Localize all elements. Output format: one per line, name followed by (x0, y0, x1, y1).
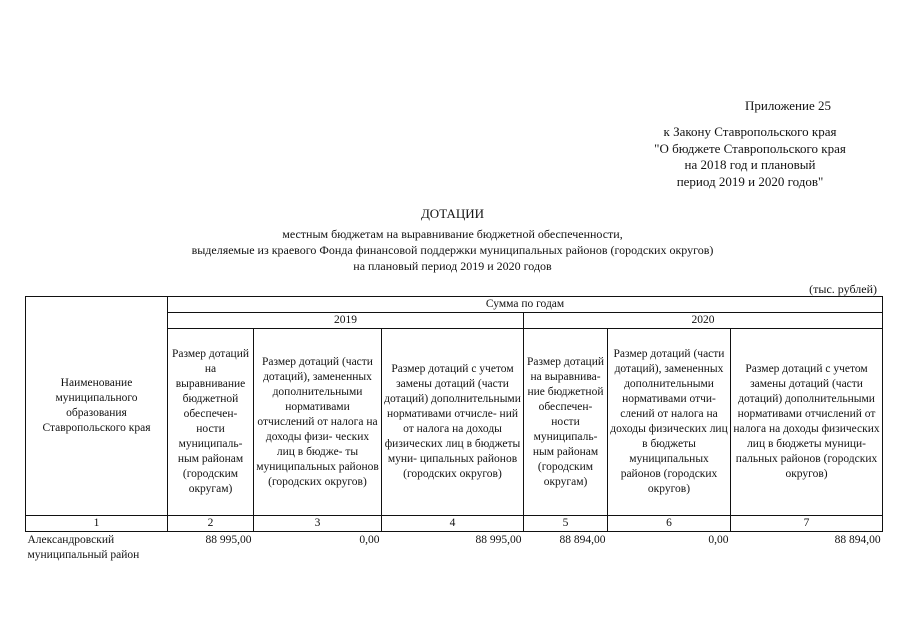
law-line: период 2019 и 2020 годов" (676, 173, 824, 189)
column-number: 6 (608, 516, 731, 532)
subtitle-line: выделяемые из краевого Фонда финансовой поддержки муниципальных районов (городских округов) (191, 243, 714, 257)
appendix-label: Приложение 25 (744, 98, 831, 113)
subsidies-table (25, 296, 883, 563)
header-col-7: Размер дотаций с учетом замены дотаций (части дотаций) дополнительными нормативами отчислений от налога на доходы физических лиц в бюджеты муници- пальных районов (городских округов) (731, 329, 883, 516)
column-number: 1 (26, 516, 168, 532)
header-sum-by-years: Сумма по годам (168, 297, 883, 313)
value-cell: 0,00 (359, 534, 380, 546)
header-col-3: Размер дотаций (части дотаций), замененных дополнительными нормативами отчислений от налога на доходы физи- ческих лиц в бюдже- ты муниципальных районов (городских округов) (254, 329, 382, 516)
law-line: к Закону Ставропольского края (663, 124, 837, 139)
units-label: (тыс. рублей) (809, 282, 877, 296)
subtitle-line: на плановый период 2019 и 2020 годов (353, 259, 552, 273)
header-col-5: Размер дотаций на выравнива- ние бюджетной обеспечен- ности муниципаль- ным районам (городским округам) (524, 329, 608, 516)
column-number: 2 (168, 516, 254, 532)
law-line: на 2018 год и плановый (684, 157, 816, 172)
header-municipality: Наименование муниципального образования Ставропольского края (26, 297, 168, 516)
value-cell: 0,00 (708, 534, 729, 546)
header-year-2019: 2019 (168, 313, 524, 329)
subtitle-line: местным бюджетам на выравнивание бюджетной обеспеченности, (282, 227, 623, 241)
column-number: 7 (731, 516, 883, 532)
column-number: 4 (382, 516, 524, 532)
document-title: ДОТАЦИИ (420, 206, 485, 221)
law-reference (620, 124, 880, 190)
header-year-2020: 2020 (524, 313, 883, 329)
column-number: 5 (524, 516, 608, 532)
value-cell: 88 894,00 (834, 534, 881, 546)
header-col-6: Размер дотаций (части дотаций), замененных дополнительными нормативами отчи- слений от налога на доходы физических лиц в бюджеты муниципальных районов (городских округов) (608, 329, 731, 516)
document-subtitle (0, 226, 905, 274)
column-number: 3 (254, 516, 382, 532)
value-cell: 88 995,00 (475, 534, 522, 546)
table-row (26, 532, 883, 564)
value-cell: 88 894,00 (559, 534, 606, 546)
header-col-4: Размер дотаций с учетом замены дотаций (части дотаций) дополнительными нормативами отчисле- ний от налога на доходы физических лиц в бюджеты муни- ципальных районов (городских округов) (382, 329, 524, 516)
municipality-name: Александровский муниципальный район (27, 534, 140, 561)
value-cell: 88 995,00 (205, 534, 252, 546)
header-col-2: Размер дотаций на выравнивание бюджетной обеспечен- ности муниципаль- ным районам (городским округам) (168, 329, 254, 516)
law-line: "О бюджете Ставропольского края (654, 140, 846, 156)
